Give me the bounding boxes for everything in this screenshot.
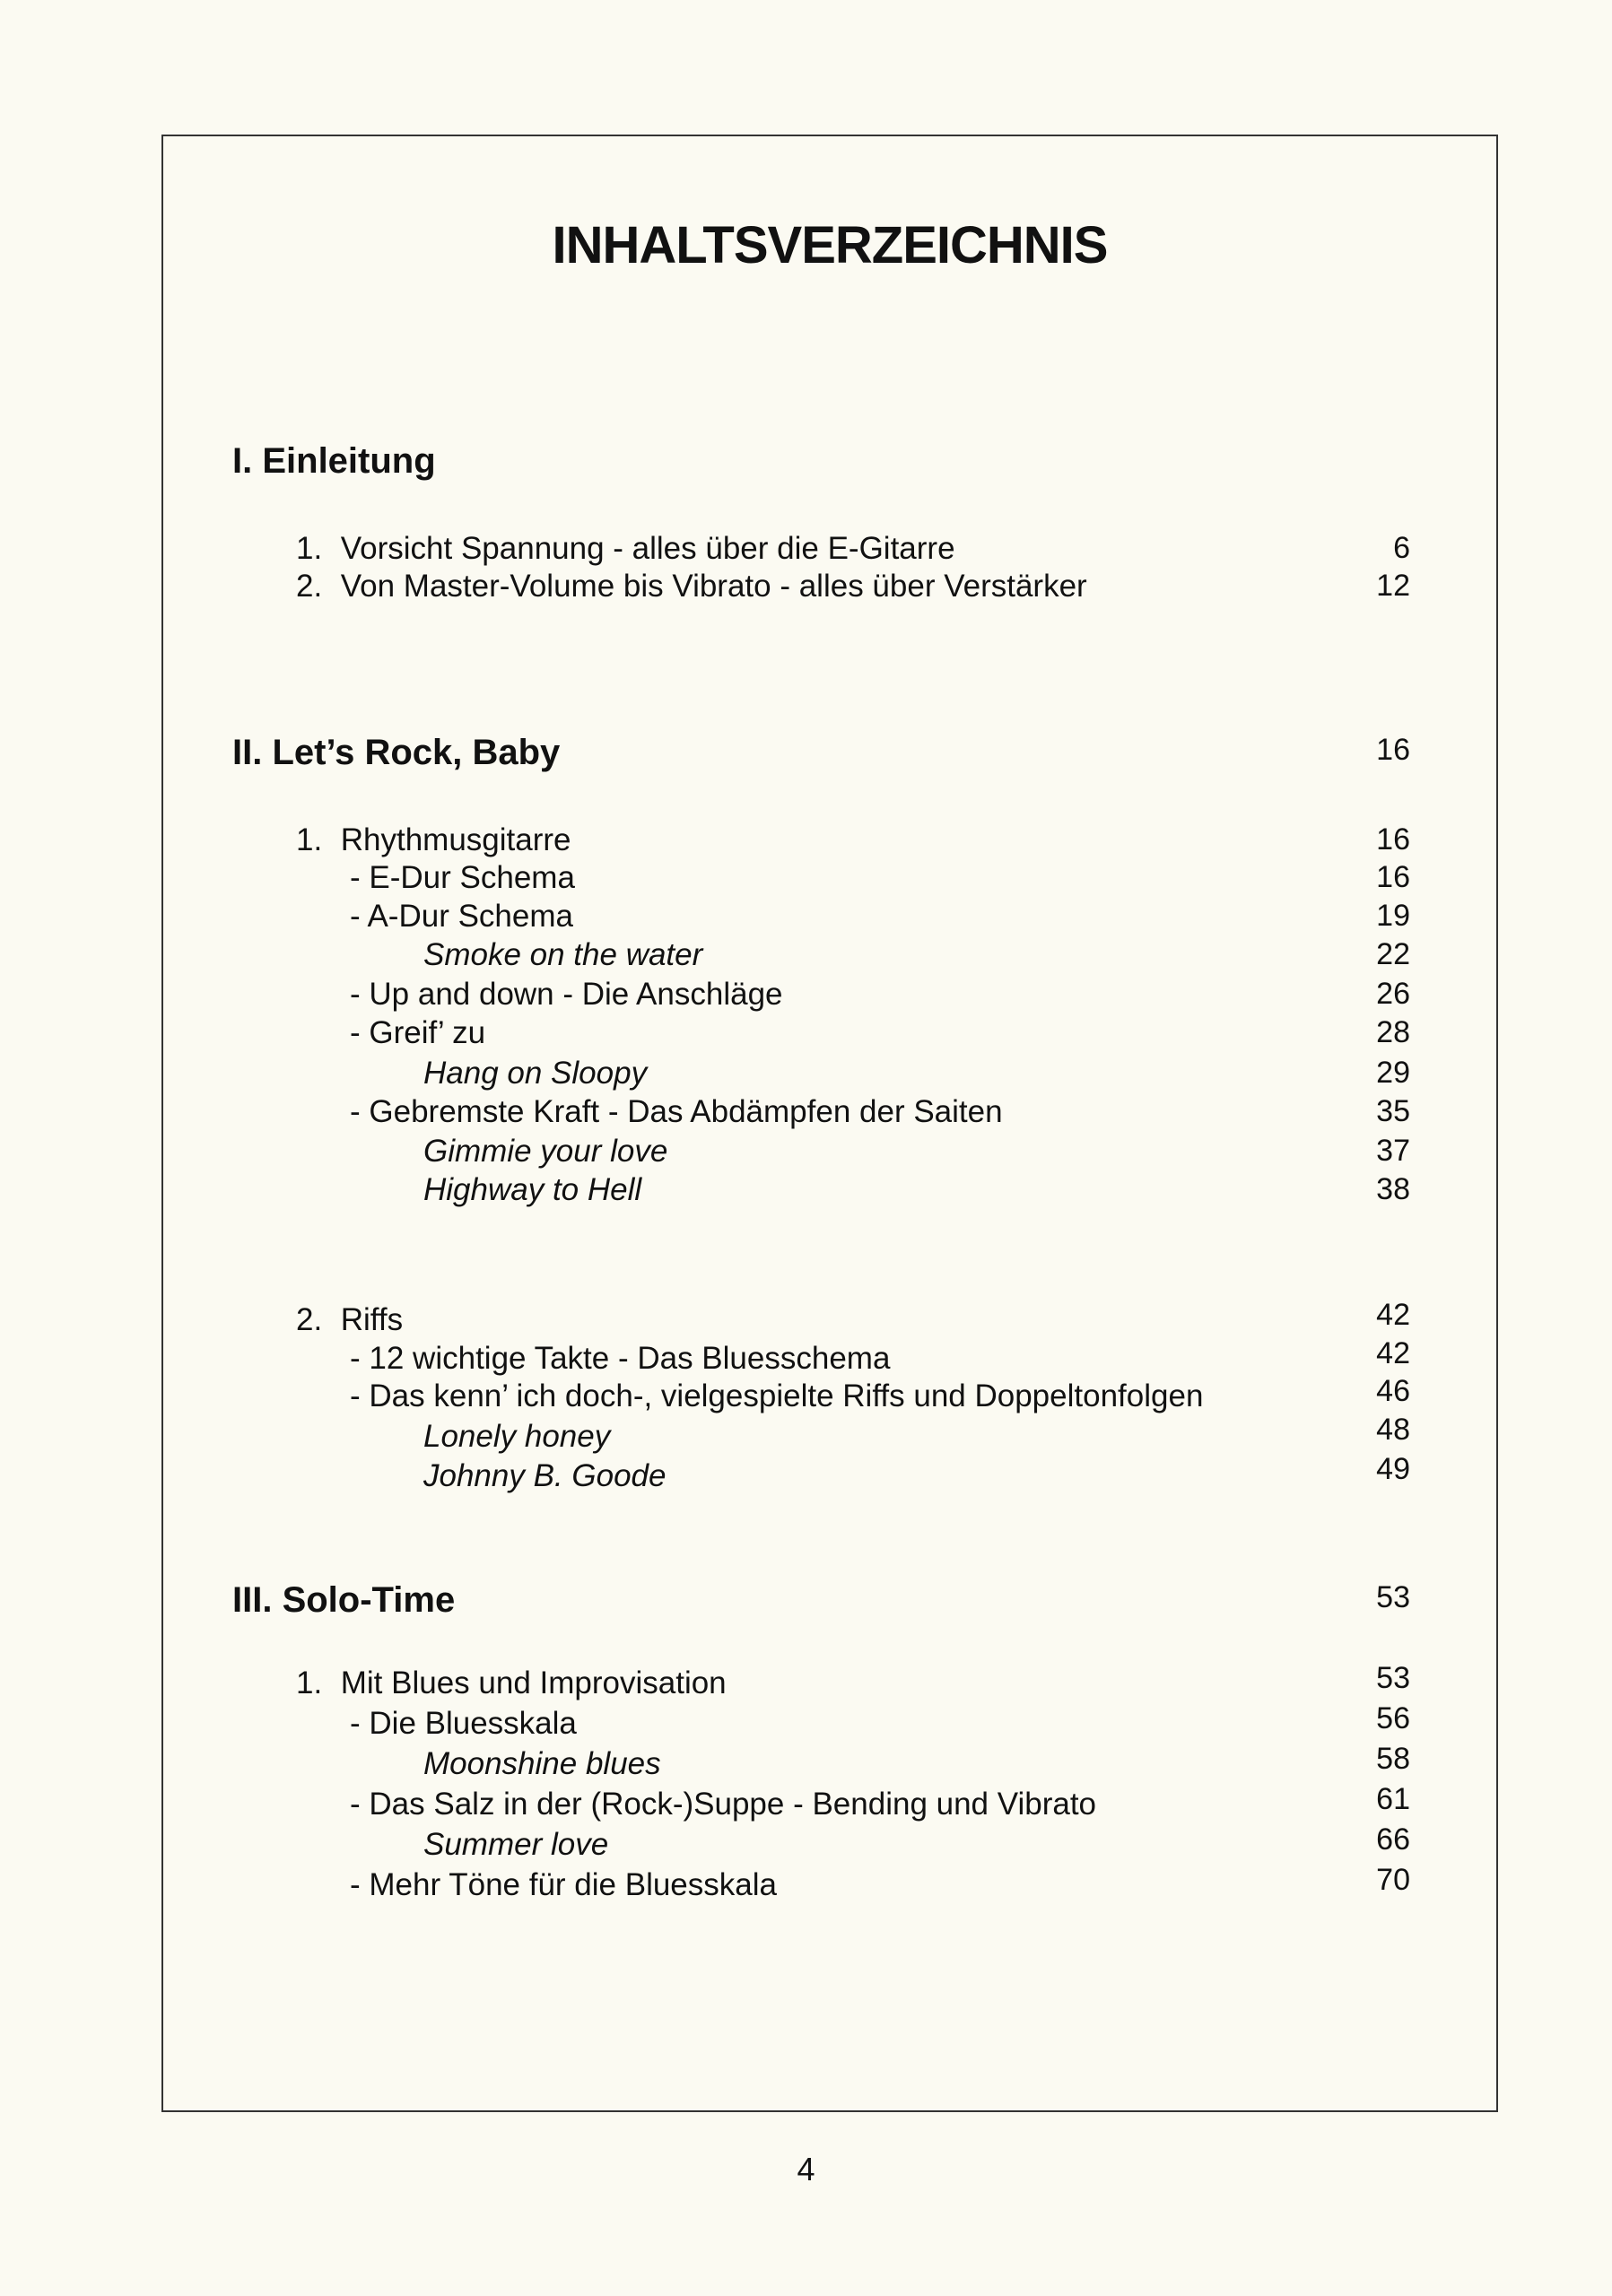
- entry-page-number: 61: [1376, 1782, 1410, 1816]
- entry-title: Die Bluesskala: [369, 1706, 577, 1741]
- entry-dash: -: [350, 899, 361, 934]
- entry-page-number: 28: [1376, 1015, 1410, 1049]
- entry-page-number: 58: [1376, 1742, 1410, 1776]
- toc-entry[interactable]: [350, 1341, 890, 1377]
- toc-frame: [161, 135, 1498, 2112]
- entry-page-number: 12: [1376, 569, 1410, 603]
- toc-entry-song[interactable]: Summer love: [423, 1827, 609, 1862]
- entry-dash: -: [350, 1706, 361, 1741]
- entry-page-number: 42: [1376, 1336, 1410, 1370]
- entry-title: A-Dur Schema: [367, 899, 573, 934]
- section-heading-3: III. Solo-Time: [232, 1580, 456, 1620]
- entry-title: Up and down - Die Anschläge: [369, 977, 783, 1012]
- toc-entry[interactable]: [296, 569, 1087, 604]
- toc-entry[interactable]: [296, 531, 955, 567]
- entry-page-number: 53: [1376, 1661, 1410, 1695]
- entry-page-number: 26: [1376, 977, 1410, 1011]
- toc-entry[interactable]: [350, 1706, 577, 1742]
- toc-entry[interactable]: [296, 1302, 403, 1338]
- toc-entry[interactable]: [350, 1787, 1096, 1822]
- entry-dash: -: [350, 860, 361, 895]
- entry-dash: -: [350, 977, 361, 1012]
- toc-entry[interactable]: [350, 1094, 1003, 1130]
- toc-entry[interactable]: [350, 977, 783, 1013]
- entry-page-number: 19: [1376, 899, 1410, 933]
- section-heading-2: II. Let’s Rock, Baby: [232, 733, 561, 772]
- entry-title: 12 wichtige Takte - Das Bluesschema: [369, 1341, 891, 1376]
- entry-page-number: 66: [1376, 1822, 1410, 1857]
- entry-title: Greif’ zu: [369, 1015, 486, 1050]
- toc-entry-song[interactable]: Smoke on the water: [423, 937, 703, 972]
- entry-page-number: 49: [1376, 1452, 1410, 1486]
- entry-page-number: 56: [1376, 1701, 1410, 1735]
- toc-entry[interactable]: [296, 1665, 727, 1701]
- entry-title: Riffs: [340, 1302, 404, 1337]
- entry-dash: -: [350, 1015, 361, 1050]
- entry-number: 2.: [296, 569, 323, 604]
- toc-entry[interactable]: [350, 899, 573, 935]
- toc-entry[interactable]: [350, 860, 575, 896]
- entry-title: Gebremste Kraft - Das Abdämpfen der Saiten: [369, 1094, 1003, 1129]
- entry-page-number: 37: [1376, 1134, 1410, 1168]
- entry-title: Rhythmusgitarre: [340, 822, 571, 857]
- entry-title: Mehr Töne für die Bluesskala: [369, 1867, 777, 1902]
- toc-entry[interactable]: [350, 1867, 777, 1903]
- section-page-number: 53: [1376, 1580, 1410, 1614]
- entry-title: Von Master-Volume bis Vibrato - alles über Verstärker: [340, 569, 1087, 604]
- entry-title: Vorsicht Spannung - alles über die E-Gitarre: [340, 531, 955, 566]
- entry-page-number: 38: [1376, 1172, 1410, 1206]
- toc-entry-song[interactable]: Johnny B. Goode: [423, 1458, 667, 1493]
- toc-entry[interactable]: [350, 1378, 1203, 1414]
- entry-number: 1.: [296, 531, 323, 566]
- entry-page-number: 42: [1376, 1298, 1410, 1332]
- toc-entry-song[interactable]: Gimmie your love: [423, 1134, 668, 1169]
- entry-page-number: 48: [1376, 1413, 1410, 1447]
- entry-title: Mit Blues und Improvisation: [340, 1665, 727, 1700]
- entry-page-number: 70: [1376, 1863, 1410, 1897]
- entry-page-number: 16: [1376, 860, 1410, 894]
- section-heading-1: I. Einleitung: [232, 441, 436, 481]
- entry-page-number: 46: [1376, 1374, 1410, 1408]
- entry-dash: -: [350, 1787, 361, 1822]
- entry-page-number: 35: [1376, 1094, 1410, 1128]
- toc-entry-song[interactable]: Moonshine blues: [423, 1746, 661, 1781]
- entry-page-number: 16: [1376, 822, 1410, 857]
- page-title: INHALTSVERZEICHNIS: [552, 216, 1108, 274]
- entry-title: Das kenn’ ich doch-, vielgespielte Riffs und Doppeltonfolgen: [369, 1378, 1204, 1413]
- entry-title: E-Dur Schema: [369, 860, 575, 895]
- entry-page-number: 29: [1376, 1056, 1410, 1090]
- entry-dash: -: [350, 1094, 361, 1129]
- entry-number: 2.: [296, 1302, 323, 1337]
- entry-dash: -: [350, 1867, 361, 1902]
- footer-page-number: 4: [797, 2151, 815, 2187]
- entry-page-number: 22: [1376, 937, 1410, 971]
- entry-dash: -: [350, 1378, 361, 1413]
- section-page-number: 16: [1376, 733, 1410, 767]
- entry-number: 1.: [296, 822, 323, 857]
- toc-entry[interactable]: [296, 822, 571, 858]
- toc-entry-song[interactable]: Hang on Sloopy: [423, 1056, 648, 1091]
- toc-entry[interactable]: [350, 1015, 485, 1051]
- entry-title: Das Salz in der (Rock-)Suppe - Bending und Vibrato: [369, 1787, 1097, 1822]
- toc-entry-song[interactable]: Highway to Hell: [423, 1172, 642, 1207]
- entry-number: 1.: [296, 1665, 323, 1700]
- entry-dash: -: [350, 1341, 361, 1376]
- toc-entry-song[interactable]: Lonely honey: [423, 1419, 611, 1454]
- entry-page-number: 6: [1393, 531, 1410, 565]
